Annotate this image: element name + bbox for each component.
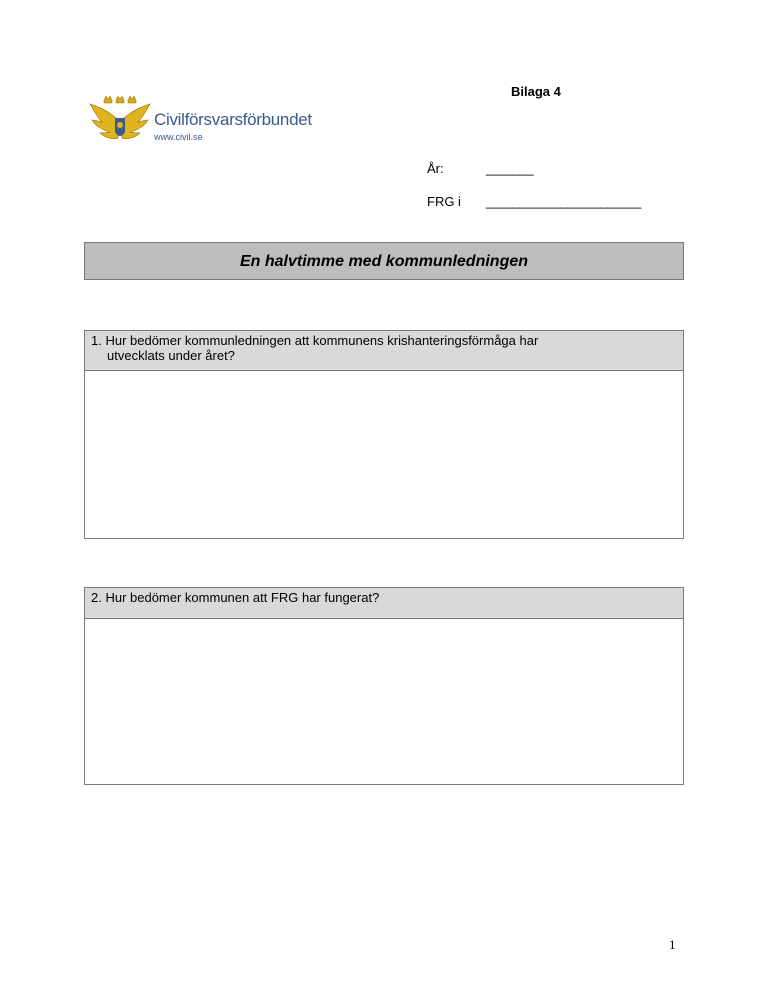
question-box-1 — [84, 330, 684, 539]
question-header-2 — [85, 588, 683, 619]
organization-logo — [88, 96, 312, 146]
question-box-2 — [84, 587, 684, 785]
question-header-1 — [85, 331, 683, 371]
logo-name: Civilförsvarsförbundet — [154, 110, 312, 129]
year-field-label: År: — [427, 161, 444, 176]
question-text-1-cont: utvecklats under året? — [107, 348, 235, 363]
attachment-label: Bilaga 4 — [511, 84, 561, 99]
question-text-2: 2. Hur bedömer kommunen att FRG har fungerat? — [91, 590, 380, 605]
page-number: 1 — [669, 937, 676, 952]
logo-url: www.civil.se — [154, 132, 203, 142]
question-text-1: 1. Hur bedömer kommunledningen att kommunens krishanteringsförmåga har — [91, 333, 539, 348]
frg-field-line[interactable]: _______________________ — [486, 194, 641, 209]
answer-area-2[interactable] — [85, 619, 683, 784]
year-field-line[interactable]: _______ — [486, 161, 534, 176]
title-box — [84, 242, 684, 280]
answer-area-1[interactable] — [85, 371, 683, 538]
frg-field-label: FRG i — [427, 194, 461, 209]
emblem-icon — [88, 96, 152, 146]
page-title: En halvtimme med kommunledningen — [239, 253, 529, 270]
